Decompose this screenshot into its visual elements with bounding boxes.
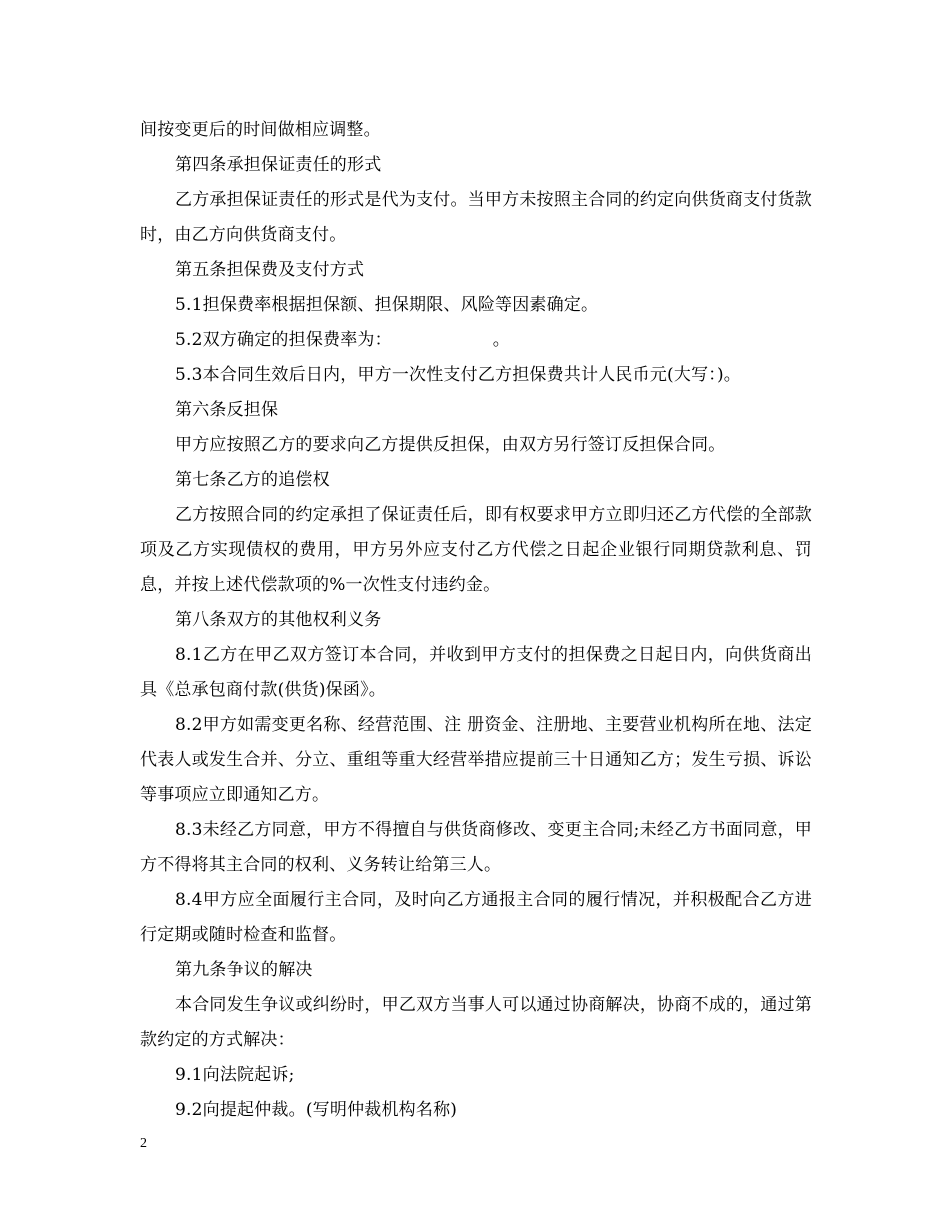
clause-5-3: 5.3本合同生效后日内，甲方一次性支付乙方担保费共计人民币元(大写：)。 [175,365,741,385]
article-heading-6: 第六条反担保 [175,400,279,420]
clause-8-3: 8.3未经乙方同意，甲方不得擅自与供货商修改、变更主合同;未经乙方书面同意，甲方不得将其主合同的权利、义务转让给第三人。 [140,820,812,875]
page-number: 2 [140,1136,147,1151]
article-heading-7: 第七条乙方的追偿权 [175,470,330,490]
document-body [140,113,812,1128]
clause-5-1: 5.1担保费率根据担保额、担保期限、风险等因素确定。 [175,295,599,315]
clause-8-4: 8.4甲方应全面履行主合同，及时向乙方通报主合同的履行情况，并积极配合乙方进行定期或随时检查和监督。 [140,890,812,945]
clause-8-2: 8.2甲方如需变更名称、经营范围、注 册资金、注册地、主要营业机构所在地、法定代表人或发生合并、分立、重组等重大经营举措应提前三十日通知乙方；发生亏损、诉讼等事项应立即通知乙方。 [140,715,812,805]
clause-8-1: 8.1乙方在甲乙双方签订本合同，并收到甲方支付的担保费之日起日内，向供货商出具《总承包商付款(供货)保函》。 [140,645,812,700]
clause-9-1: 9.1向法院起诉; [175,1065,295,1085]
article-heading-8: 第八条双方的其他权利义务 [175,610,382,630]
article-heading-4: 第四条承担保证责任的形式 [175,155,382,175]
paragraph-continuation: 间按变更后的时间做相应调整。 [140,120,381,140]
clause-5-2: 5.2双方确定的担保费率为： 。 [175,330,510,350]
paragraph-article-9: 本合同发生争议或纠纷时，甲乙双方当事人可以通过协商解决，协商不成的，通过第款约定的方式解决： [140,995,812,1050]
paragraph-article-4: 乙方承担保证责任的形式是代为支付。当甲方未按照主合同的约定向供货商支付货款时，由乙方向供货商支付。 [140,190,812,245]
article-heading-5: 第五条担保费及支付方式 [175,260,365,280]
paragraph-article-6: 甲方应按照乙方的要求向乙方提供反担保，由双方另行签订反担保合同。 [175,435,726,455]
paragraph-article-7: 乙方按照合同的约定承担了保证责任后，即有权要求甲方立即归还乙方代偿的全部款项及乙方实现债权的费用，甲方另外应支付乙方代偿之日起企业银行同期贷款利息、罚息，并按上述代偿款项的%一次性支付违约金。 [140,505,812,595]
article-heading-9: 第九条争议的解决 [175,960,313,980]
clause-9-2: 9.2向提起仲裁。(写明仲裁机构名称) [175,1100,458,1120]
